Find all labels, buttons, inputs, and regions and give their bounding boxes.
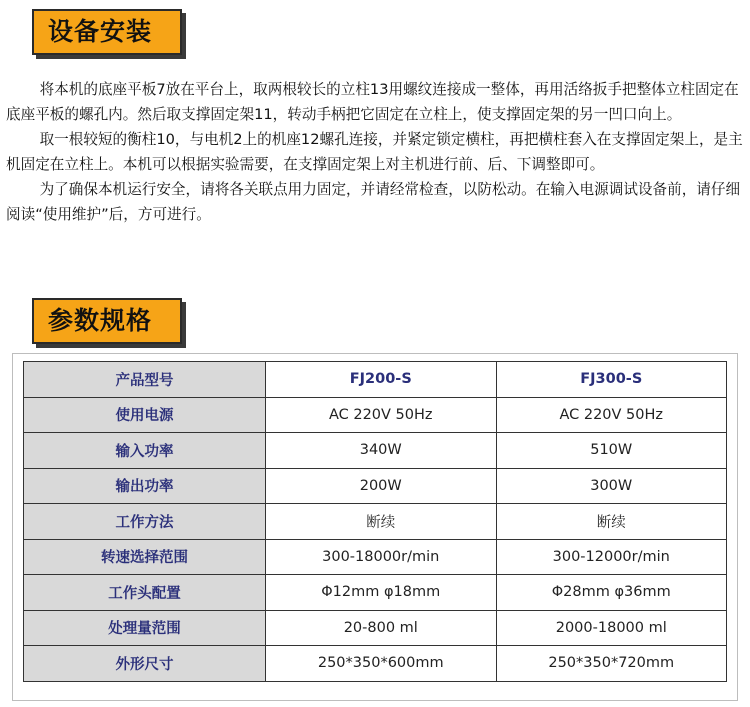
spec-label: 使用电源 <box>24 397 266 433</box>
spec-label: 转速选择范围 <box>24 539 266 575</box>
table-row <box>24 646 727 682</box>
table-row <box>24 504 727 540</box>
spec-value-fj200: AC 220V 50Hz <box>266 397 497 433</box>
table-row <box>24 362 727 398</box>
spec-value-fj200: 20-800 ml <box>266 610 497 646</box>
table-row <box>24 539 727 575</box>
spec-value-fj200: 200W <box>266 468 497 504</box>
table-row <box>24 575 727 611</box>
table-row <box>24 397 727 433</box>
spec-value-fj200: FJ200-S <box>266 362 497 398</box>
spec-table-frame <box>12 353 738 701</box>
spec-value-fj200: 250*350*600mm <box>266 646 497 682</box>
spec-table <box>23 361 727 682</box>
install-paragraph: 为了确保本机运行安全，请将各关联点用力固定，并请经常检查，以防松动。在输入电源调试设备前，请仔细阅读“使用维护”后，方可进行。 <box>6 181 741 223</box>
spec-value-fj300: 断续 <box>496 504 727 540</box>
table-row <box>24 468 727 504</box>
spec-label: 输出功率 <box>24 468 266 504</box>
spec-value-fj300: 300W <box>496 468 727 504</box>
install-instructions <box>6 77 744 227</box>
spec-value-fj200: Φ12mm φ18mm <box>266 575 497 611</box>
spec-label: 工作头配置 <box>24 575 266 611</box>
spec-label: 产品型号 <box>24 362 266 398</box>
table-row <box>24 433 727 469</box>
spec-value-fj300: 510W <box>496 433 727 469</box>
install-paragraph: 将本机的底座平板7放在平台上，取两根较长的立柱13用螺纹连接成一整体，再用活络扳手把整体立柱固定在底座平板的螺孔内。然后取支撑固定架11，转动手柄把它固定在立柱上，使支撑固定架的另一凹口向上。 <box>6 81 739 123</box>
spec-value-fj300: FJ300-S <box>496 362 727 398</box>
install-section-title: 设备安装 <box>32 9 182 55</box>
spec-value-fj200: 300-18000r/min <box>266 539 497 575</box>
spec-section-title: 参数规格 <box>32 298 182 344</box>
spec-value-fj200: 340W <box>266 433 497 469</box>
spec-value-fj300: 250*350*720mm <box>496 646 727 682</box>
spec-value-fj300: AC 220V 50Hz <box>496 397 727 433</box>
install-paragraph: 取一根较短的衡柱10，与电机2上的机座12螺孔连接，并紧定锁定横柱，再把横柱套入在支撑固定架上，是主机固定在立柱上。本机可以根据实验需要，在支撑固定架上对主机进行前、后、下调整即可。 <box>6 131 743 173</box>
spec-label: 外形尺寸 <box>24 646 266 682</box>
table-row <box>24 610 727 646</box>
spec-value-fj300: Φ28mm φ36mm <box>496 575 727 611</box>
spec-label: 工作方法 <box>24 504 266 540</box>
spec-label: 处理量范围 <box>24 610 266 646</box>
spec-value-fj300: 300-12000r/min <box>496 539 727 575</box>
spec-label: 输入功率 <box>24 433 266 469</box>
spec-value-fj300: 2000-18000 ml <box>496 610 727 646</box>
spec-value-fj200: 断续 <box>266 504 497 540</box>
